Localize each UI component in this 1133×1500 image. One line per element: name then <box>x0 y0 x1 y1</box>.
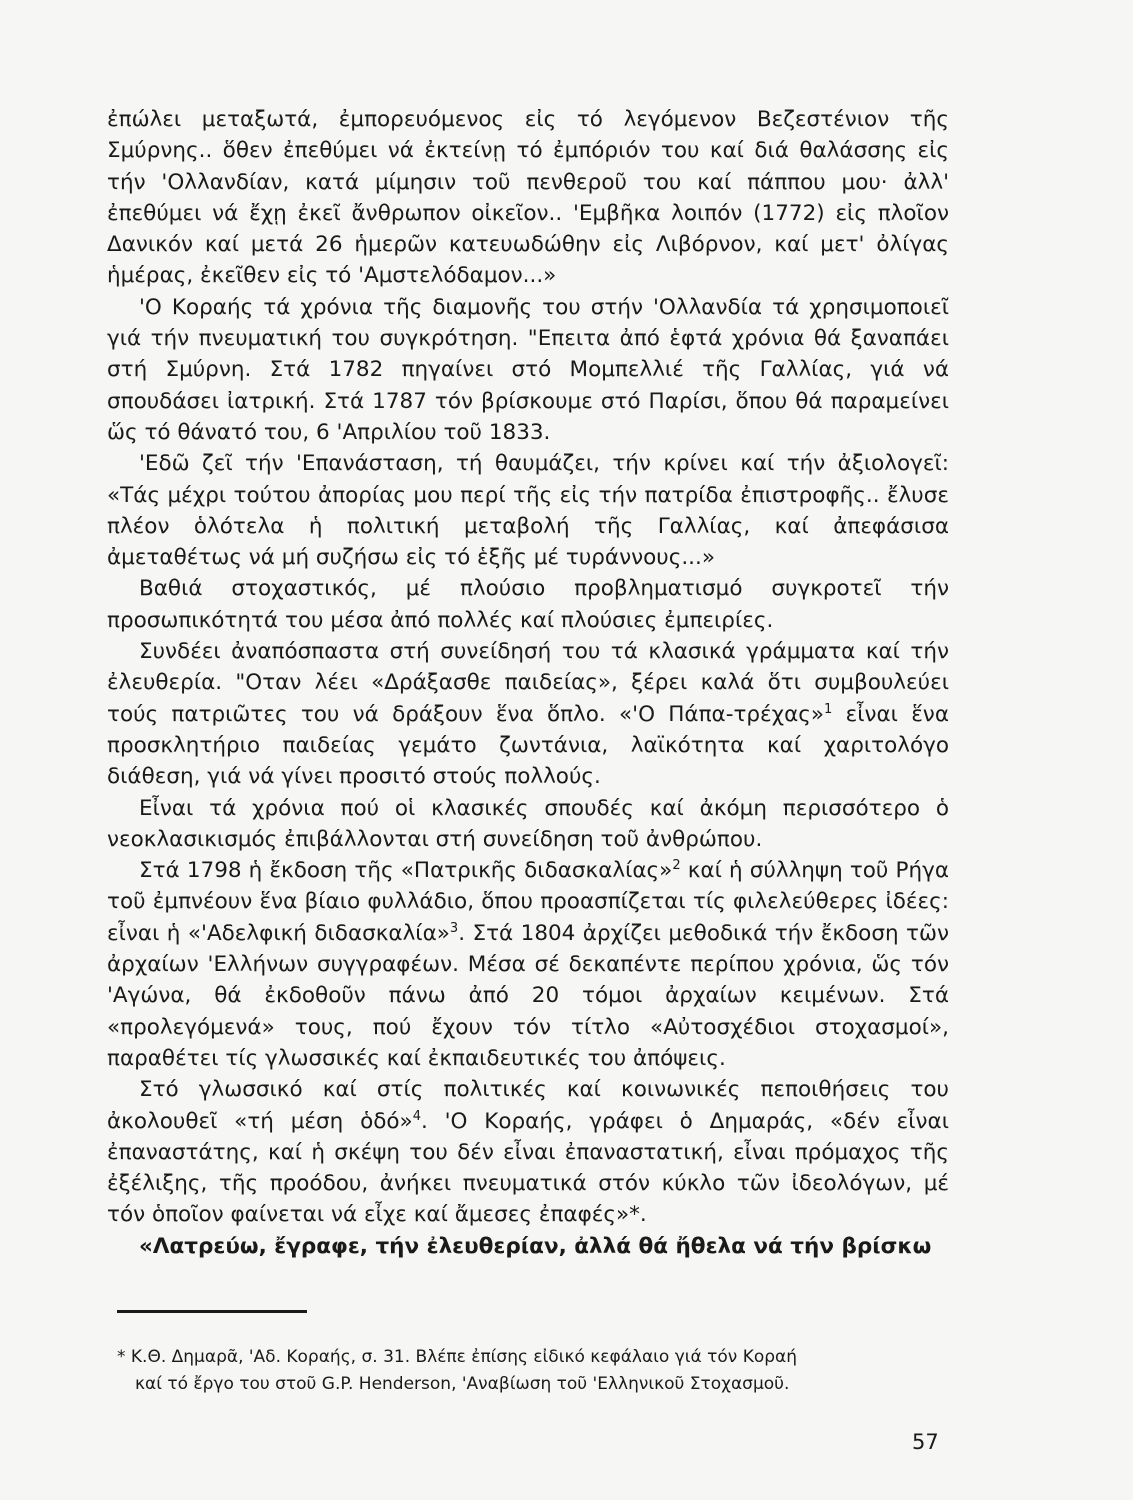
paragraph-8: Στό γλωσσικό καί στίς πολιτικές καί κοινωνικές πεποιθήσεις του ἀκολουθεῖ «τή μέση ὁδό»$^4$. 'Ο Κοραής, γράφει ὁ Δημαράς, «δέν εἶναι ἐπαναστάτης, καί ἡ σκέψη του δέν εἶναι ἐπαναστατική, εἶναι πρόμαχος τῆς ἐξέλιξης, τῆς προόδου, ἀνήκει πνευματικά στόν κύκλο τῶν ἰδεολόγων, μέ τόν ὁποῖον φαίνεται νά εἶχε καί ἄμεσες ἐπαφές»*. <box>107 1077 950 1228</box>
body-text <box>107 104 949 1262</box>
footnote-marker: 2 <box>672 857 681 873</box>
footnote-marker: 1 <box>824 701 833 717</box>
paragraph-1: ἐπώλει μεταξωτά, ἐμπορευόμενος εἰς τό λεγόμενον Βεζεστένιον τῆς Σμύρνης.. ὅθεν ἐπεθύμει νά ἐκτείνῃ τό ἐμπόριόν του καί διά θαλάσσης εἰς τήν 'Ολλανδίαν, κατά μίμησιν τοῦ πενθεροῦ του καί πάππου μου· ἀλλ' ἐπεθύμει νά ἔχῃ ἐκεῖ ἄνθρωπον οἰκεῖον.. 'Εμβῆκα λοιπόν (1772) εἰς πλοῖον Δανικόν καί μετά 26 ἡμερῶν κατευωδώθην εἰς Λιβόρνον, καί μετ' ὀλίγας ἡμέρας, ἐκεῖθεν εἰς τό 'Αμστελόδαμον...» <box>107 107 949 289</box>
paragraph-7: Στά 1798 ἡ ἔκδοση τῆς «Πατρικῆς διδασκαλίας»$^2$ καί ἡ σύλληψη τοῦ Ρήγα τοῦ ἐμπνέουν ἕνα βίαιο φυλλάδιο, ὅπου προασπίζεται τίς φιλελεύθερες ἰδέες: εἶναι ἡ «'Αδελφική διδασκαλία»$^3$. Στά 1804 ἀρχίζει μεθοδικά τήν ἔκδοση τῶν ἀρχαίων 'Ελλήνων συγγραφέων. Μέσα σέ δεκαπέντε περίπου χρόνια, ὥς τόν 'Αγώνα, θά ἐκδοθοῦν πάνω ἀπό 20 τόμοι ἀρχαίων κειμένων. Στά «προλεγόμενά» τους, πού ἔχουν τόν τίτλο «Αὐτοσχέδιοι στοχασμοί», παραθέτει τίς γλωσσικές καί ἐκπαιδευτικές του ἀπόψεις. <box>107 857 949 1071</box>
paragraph-6: Εἶναι τά χρόνια πού οἱ κλασικές σπουδές καί ἀκόμη περισσότερο ὁ νεοκλασικισμός ἐπιβάλλονται στή συνείδηση τοῦ ἀνθρώπου. <box>107 795 949 852</box>
footnote-marker: 3 <box>449 920 459 936</box>
paragraph-3: 'Εδῶ ζεῖ τήν 'Επανάσταση, τή θαυμάζει, τήν κρίνει καί τήν ἀξιολογεῖ: «Τάς μέχρι τούτου ἀπορίας μου περί τῆς εἰς τήν πατρίδα ἐπιστροφῆς.. ἔλυσε πλέον ὁλότελα ἡ πολιτική μεταβολή τῆς Γαλλίας, καί ἀπεφάσισα ἀμεταθέτως νά μή συζήσω εἰς τό ἑξῆς μέ τυράννους...» <box>107 451 949 571</box>
paragraph-2: 'Ο Κοραής τά χρόνια τῆς διαμονῆς του στήν 'Ολλανδία τά χρησιμοποιεῖ γιά τήν πνευματική του συγκρότηση. "Επειτα ἀπό ἑφτά χρόνια θά ξαναπάει στή Σμύρνη. Στά 1782 πηγαίνει στό Μομπελλιέ τῆς Γαλλίας, γιά νά σπουδάσει ἰατρική. Στά 1787 τόν βρίσκουμε στό Παρίσι, ὅπου θά παραμείνει ὥς τό θάνατό του, 6 'Απριλίου τοῦ 1833. <box>107 294 949 445</box>
footnote <box>117 1344 957 1398</box>
page-number: 57 <box>912 1430 939 1454</box>
paragraph-9-quote: «Λατρεύω, ἔγραφε, τήν ἐλευθερίαν, ἀλλά θά ἤθελα νά τήν βρίσκω <box>139 1233 932 1259</box>
footnote-divider <box>117 1310 307 1313</box>
paragraph-5: Συνδέει ἀναπόσπαστα στή συνείδησή του τά κλασικά γράμματα καί τήν ἐλευθερία. "Οταν λέει «Δράξασθε παιδείας», ξέρει καλά ὅτι συμβουλεύει τούς πατριῶτες του νά δράξουν ἕνα ὅπλο. «'Ο Πάπα-τρέχας»$^1$ εἶναι ἕνα προσκλητήριο παιδείας γεμάτο ζωντάνια, λαϊκότητα καί χαριτολόγο διάθεση, γιά νά γίνει προσιτό στούς πολλούς. <box>107 639 949 790</box>
paragraph-4: Βαθιά στοχαστικός, μέ πλούσιο προβληματισμό συγκροτεῖ τήν προσωπικότητά του μέσα ἀπό πολλές καί πλούσιες ἐμπειρίες. <box>107 576 949 633</box>
footnote-line-2: καί τό ἔργο του στοῦ G.P. Henderson, 'Αναβίωση τοῦ 'Ελληνικοῦ Στοχασμοῦ. <box>135 1374 790 1394</box>
footnote-marker: 4 <box>412 1108 421 1124</box>
footnote-line-1: * Κ.Θ. Δημαρᾶ, 'Αδ. Κοραής, σ. 31. Βλέπε ἐπίσης εἰδικό κεφάλαιο γιά τόν Κοραή <box>117 1347 798 1367</box>
